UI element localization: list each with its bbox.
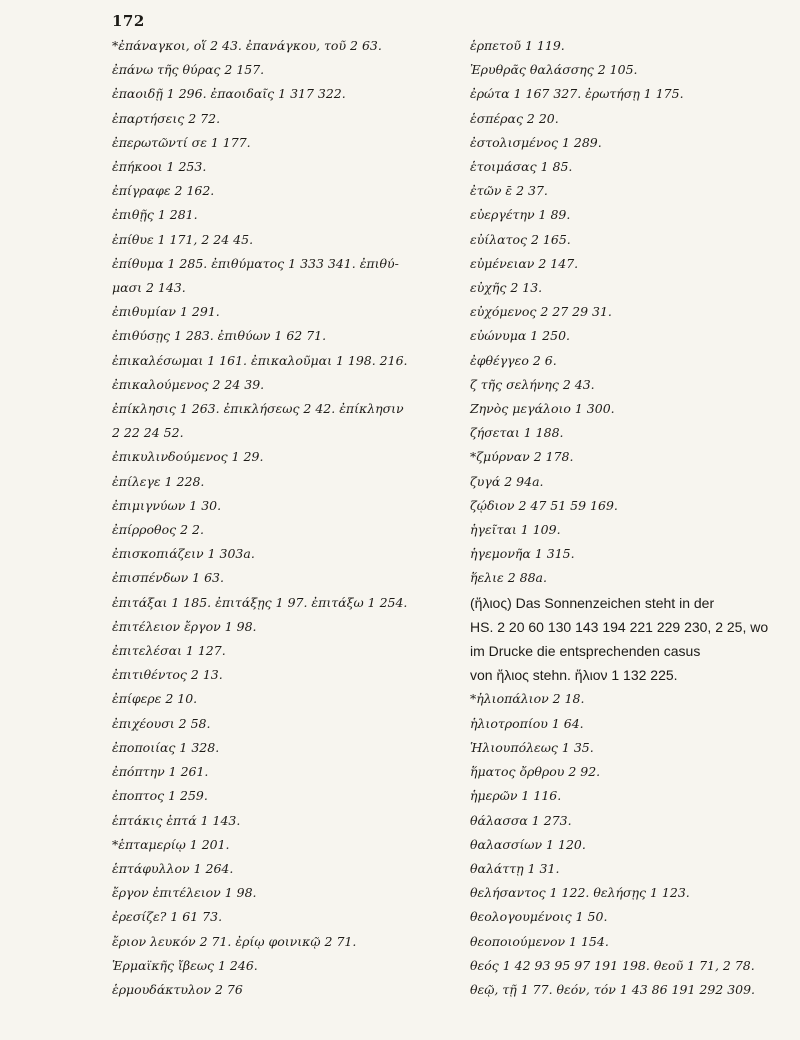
index-entry: ἐπαοιδῇ 1 296. ἐπαοιδαῖς 1 317 322. — [112, 86, 346, 102]
index-entry: ἐπικαλέσωμαι 1 161. ἐπικαλοῦμαι 1 198. 216. — [112, 352, 408, 368]
index-entry: ζ τῆς σελήνης 2 43. — [470, 376, 595, 392]
index-entry: θεῷ, τῇ 1 77. θεόν, τόν 1 43 86 191 292 309. — [470, 981, 756, 997]
index-entry: θελήσαντος 1 122. θελήσῃς 1 123. — [470, 885, 690, 901]
index-entry: εὐχόμενος 2 27 29 31. — [470, 304, 612, 320]
index-entry: εὐμένειαν 2 147. — [470, 255, 579, 271]
index-entry: ἐπικυλινδούμενος 1 29. — [112, 449, 264, 465]
index-entry: ἐφθέγγεο 2 6. — [470, 352, 557, 368]
index-entry: ἐτῶν ε̄ 2 37. — [470, 183, 548, 199]
index-entry: ἔριον λευκόν 2 71. ἐρίῳ φοινικῷ 2 71. — [112, 933, 357, 949]
index-entry: Ἐρυθρᾶς θαλάσσης 2 105. — [470, 62, 638, 78]
index-entry: ἐπικαλούμενος 2 24 39. — [112, 376, 265, 392]
index-entry: εὐεργέτην 1 89. — [470, 207, 571, 223]
index-entry: ἐστολισμένος 1 289. — [470, 134, 602, 150]
index-entry: ἥελιε 2 88a. — [470, 570, 547, 586]
index-entry: ἐπισπένδων 1 63. — [112, 570, 224, 586]
index-entry: ἡμερῶν 1 116. — [470, 788, 562, 804]
index-entry: ἐποποιίας 1 328. — [112, 739, 220, 755]
index-entry: ἐπίλεγε 1 228. — [112, 473, 205, 489]
index-entry: ἐπάνω τῆς θύρας 2 157. — [112, 62, 265, 78]
index-entry: ἐπίθυμα 1 285. ἐπιθύματος 1 333 341. ἐπιθύ- — [112, 255, 399, 271]
index-entry: ἥματος ὄρθρου 2 92. — [470, 764, 601, 780]
index-entry: ἐπίρροθος 2 2. — [112, 522, 204, 538]
index-entry: μασι 2 143. — [112, 280, 186, 296]
index-entry: ἐπιτιθέντος 2 13. — [112, 667, 223, 683]
index-entry: ἐπίκλησις 1 263. ἐπικλήσεως 2 42. ἐπίκλησιν — [112, 401, 404, 417]
index-entry: ἐπόπτην 1 261. — [112, 764, 209, 780]
index-entry: ἑπτάκις ἑπτά 1 143. — [112, 812, 241, 828]
index-entry: θεός 1 42 93 95 97 191 198. θεοῦ 1 71, 2 78. — [470, 957, 755, 973]
index-entry: Ἑρμαϊκῆς ἴβεως 1 246. — [112, 957, 258, 973]
index-entry: ἐπίθυε 1 171, 2 24 45. — [112, 231, 254, 247]
sun-sign-note: im Drucke die entsprechenden casus — [470, 643, 701, 660]
index-entry: ἐπιθύσῃς 1 283. ἐπιθύων 1 62 71. — [112, 328, 327, 344]
index-entry: ἐπιτέλειον ἔργον 1 98. — [112, 618, 257, 634]
index-entry: ἐπερωτῶντί σε 1 177. — [112, 134, 251, 150]
index-entry: θεοποιούμενον 1 154. — [470, 933, 609, 949]
index-entry: ἑτοιμάσας 1 85. — [470, 159, 573, 175]
sun-sign-note: HS. 2 20 60 130 143 194 221 229 230, 2 25, wo — [470, 618, 769, 635]
index-entry: 2 22 24 52. — [112, 425, 184, 441]
index-entry: *ἡλιοπάλιον 2 18. — [470, 691, 585, 707]
index-entry: ἐρεσίζε? 1 61 73. — [112, 909, 223, 925]
index-entry: *ἐπάναγκοι, οἵ 2 43. ἐπανάγκου, τοῦ 2 63. — [112, 38, 382, 53]
index-entry: ἑρμουδάκτυλον 2 76 — [112, 981, 243, 997]
index-entry: ἐπίφερε 2 10. — [112, 691, 198, 707]
index-entry: ἐπαρτήσεις 2 72. — [112, 110, 221, 126]
index-entry: ἐπιτελέσαι 1 127. — [112, 643, 226, 659]
index-entry: εὐίλατος 2 165. — [470, 231, 571, 247]
index-entry: ἑρπετοῦ 1 119. — [470, 38, 565, 53]
index-entry: ἐπιτάξαι 1 185. ἐπιτάξῃς 1 97. ἐπιτάξω 1 254. — [112, 594, 408, 610]
index-entry: εὐώνυμα 1 250. — [470, 328, 570, 344]
index-entry: ἡλιοτροπίου 1 64. — [470, 715, 584, 731]
sun-sign-note: von ἥλιος stehn. ἥλιον 1 132 225. — [470, 667, 678, 684]
index-entry: ἐπήκοοι 1 253. — [112, 159, 207, 175]
index-entry: *ἑπταμερίῳ 1 201. — [112, 836, 230, 852]
index-entry: ἔργον ἐπιτέλειον 1 98. — [112, 885, 257, 901]
index-entry: ζήσεται 1 188. — [470, 425, 564, 441]
index-entry: ἡγεῖται 1 109. — [470, 522, 561, 538]
index-entry: *ζμύρναν 2 178. — [470, 449, 574, 465]
index-entry: ἐποπτος 1 259. — [112, 788, 208, 804]
index-entry: ἑσπέρας 2 20. — [470, 110, 559, 126]
index-entry: ζυγά 2 94a. — [470, 473, 544, 489]
index-entry: ζῴδιον 2 47 51 59 169. — [470, 497, 618, 513]
index-entry: θεολογουμένοις 1 50. — [470, 909, 608, 925]
index-entry: θάλασσα 1 273. — [470, 812, 572, 828]
index-entry: Ἡλιουπόλεως 1 35. — [470, 739, 594, 755]
index-entry: εὐχῆς 2 13. — [470, 280, 543, 296]
index-entry: Ζηνὸς μεγάλοιο 1 300. — [470, 401, 615, 417]
index-entry: ἐπιθυμίαν 1 291. — [112, 304, 220, 320]
sun-sign-note: (ἥλιος) Das Sonnenzeichen steht in der — [470, 594, 715, 611]
index-entry: ἐπίγραφε 2 162. — [112, 183, 215, 199]
index-entry: ἐπισκοπιάζειν 1 303a. — [112, 546, 255, 562]
index-entry: ἐρώτα 1 167 327. ἐρωτήσῃ 1 175. — [470, 86, 684, 102]
index-column-right — [470, 34, 790, 1002]
index-entry: θαλασσίων 1 120. — [470, 836, 586, 852]
page-number: 172 — [112, 12, 145, 30]
index-entry: θαλάττῃ 1 31. — [470, 860, 560, 876]
index-entry: ἐπιμιγνύων 1 30. — [112, 497, 222, 513]
index-entry: ἑπτάφυλλον 1 264. — [112, 860, 234, 876]
index-entry: ἐπιθῇς 1 281. — [112, 207, 198, 223]
index-entry: ἡγεμονῆα 1 315. — [470, 546, 575, 562]
index-column-left — [112, 34, 452, 1002]
index-entry: ἐπιχέουσι 2 58. — [112, 715, 211, 731]
